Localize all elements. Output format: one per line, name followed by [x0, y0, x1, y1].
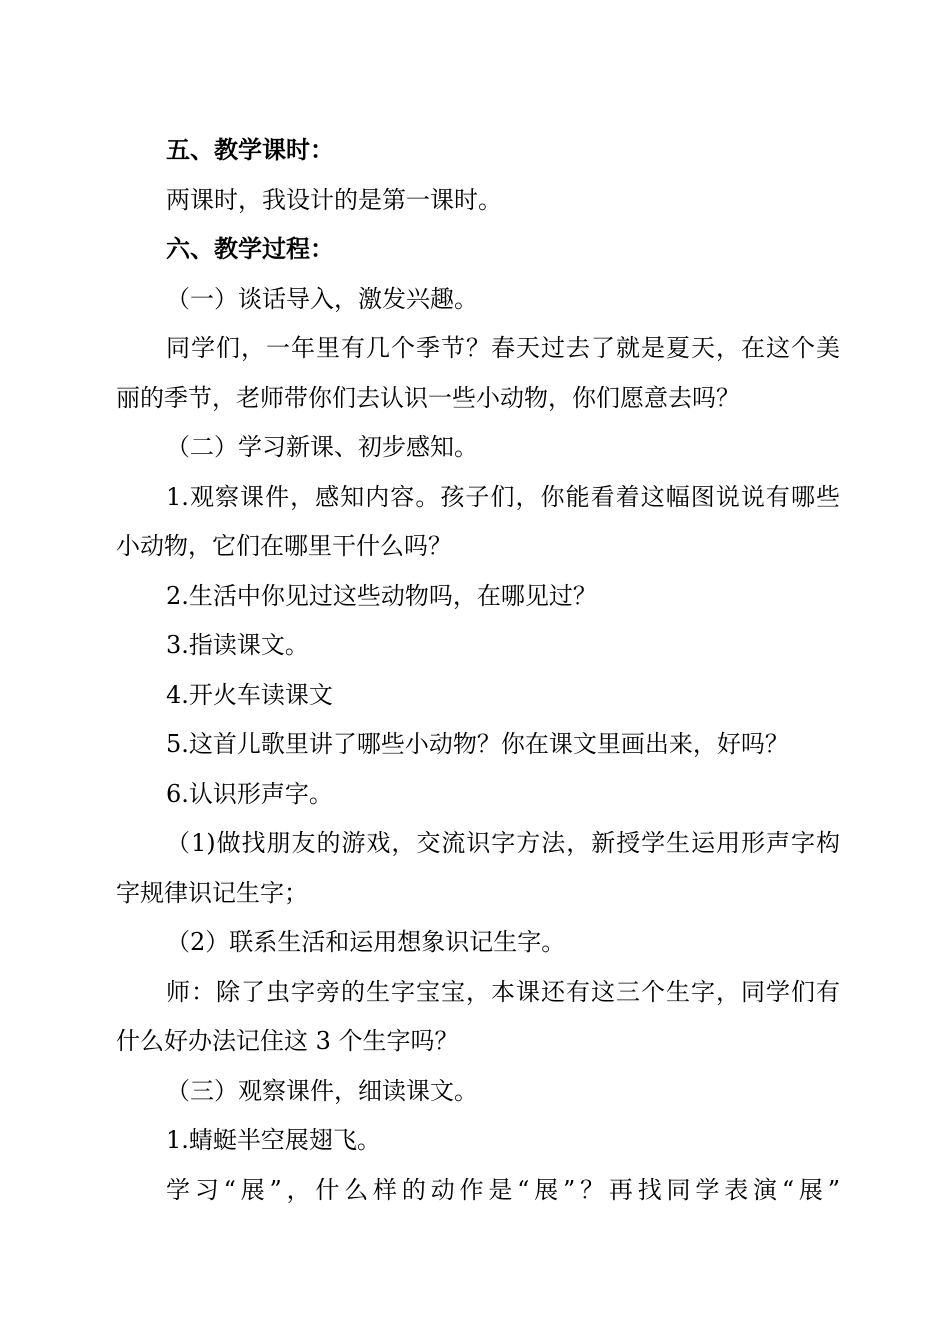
list-item-6: 6.认识形声字。 [166, 779, 333, 808]
subheading-intro: （一）谈话导入，激发兴趣。 [166, 284, 478, 313]
subheading-observe: （三）观察课件，细读课文。 [166, 1076, 478, 1105]
list-item-dragonfly: 1.蜻蜓半空展翅飞。 [166, 1126, 381, 1154]
section-heading-teaching-hours: 五、教学课时： [166, 136, 334, 164]
paragraph-line: 小动物，它们在哪里干什么吗？ [116, 532, 452, 560]
paragraph-line: 两课时，我设计的是第一课时。 [166, 185, 502, 214]
paragraph-line: 学习“展”，什么样的动作是“展”？再找同学表演“展” [166, 1175, 840, 1204]
list-item-5: 5.这首儿歌里讲了哪些小动物？你在课文里画出来，好吗？ [166, 730, 789, 758]
subheading-new-lesson: （二）学习新课、初步感知。 [166, 433, 478, 461]
paragraph-line: 什么好办法记住这 3 个生字吗？ [116, 1027, 459, 1055]
paragraph-line: 同学们，一年里有几个季节？春天过去了就是夏天，在这个美 [166, 334, 840, 362]
document-body [116, 126, 840, 1215]
list-item-3: 3.指读课文。 [166, 631, 309, 659]
list-item-4: 4.开火车读课文 [166, 680, 333, 709]
section-heading-teaching-process: 六、教学过程： [166, 235, 334, 263]
teacher-line: 师：除了虫字旁的生字宝宝，本课还有这三个生字，同学们有 [166, 977, 840, 1006]
list-item-2: 2.生活中你见过这些动物吗，在哪见过？ [166, 581, 597, 610]
paragraph-line: 丽的季节，老师带你们去认识一些小动物，你们愿意去吗？ [116, 383, 740, 412]
paragraph-line: 字规律识记生字； [116, 878, 308, 907]
sub-item-1: （1)做找朋友的游戏，交流识字方法，新授学生运用形声字构 [166, 829, 840, 857]
sub-item-2: （2）联系生活和运用想象识记生字。 [166, 928, 566, 956]
list-item-1: 1.观察课件，感知内容。孩子们，你能看着这幅图说说有哪些 [166, 482, 840, 511]
